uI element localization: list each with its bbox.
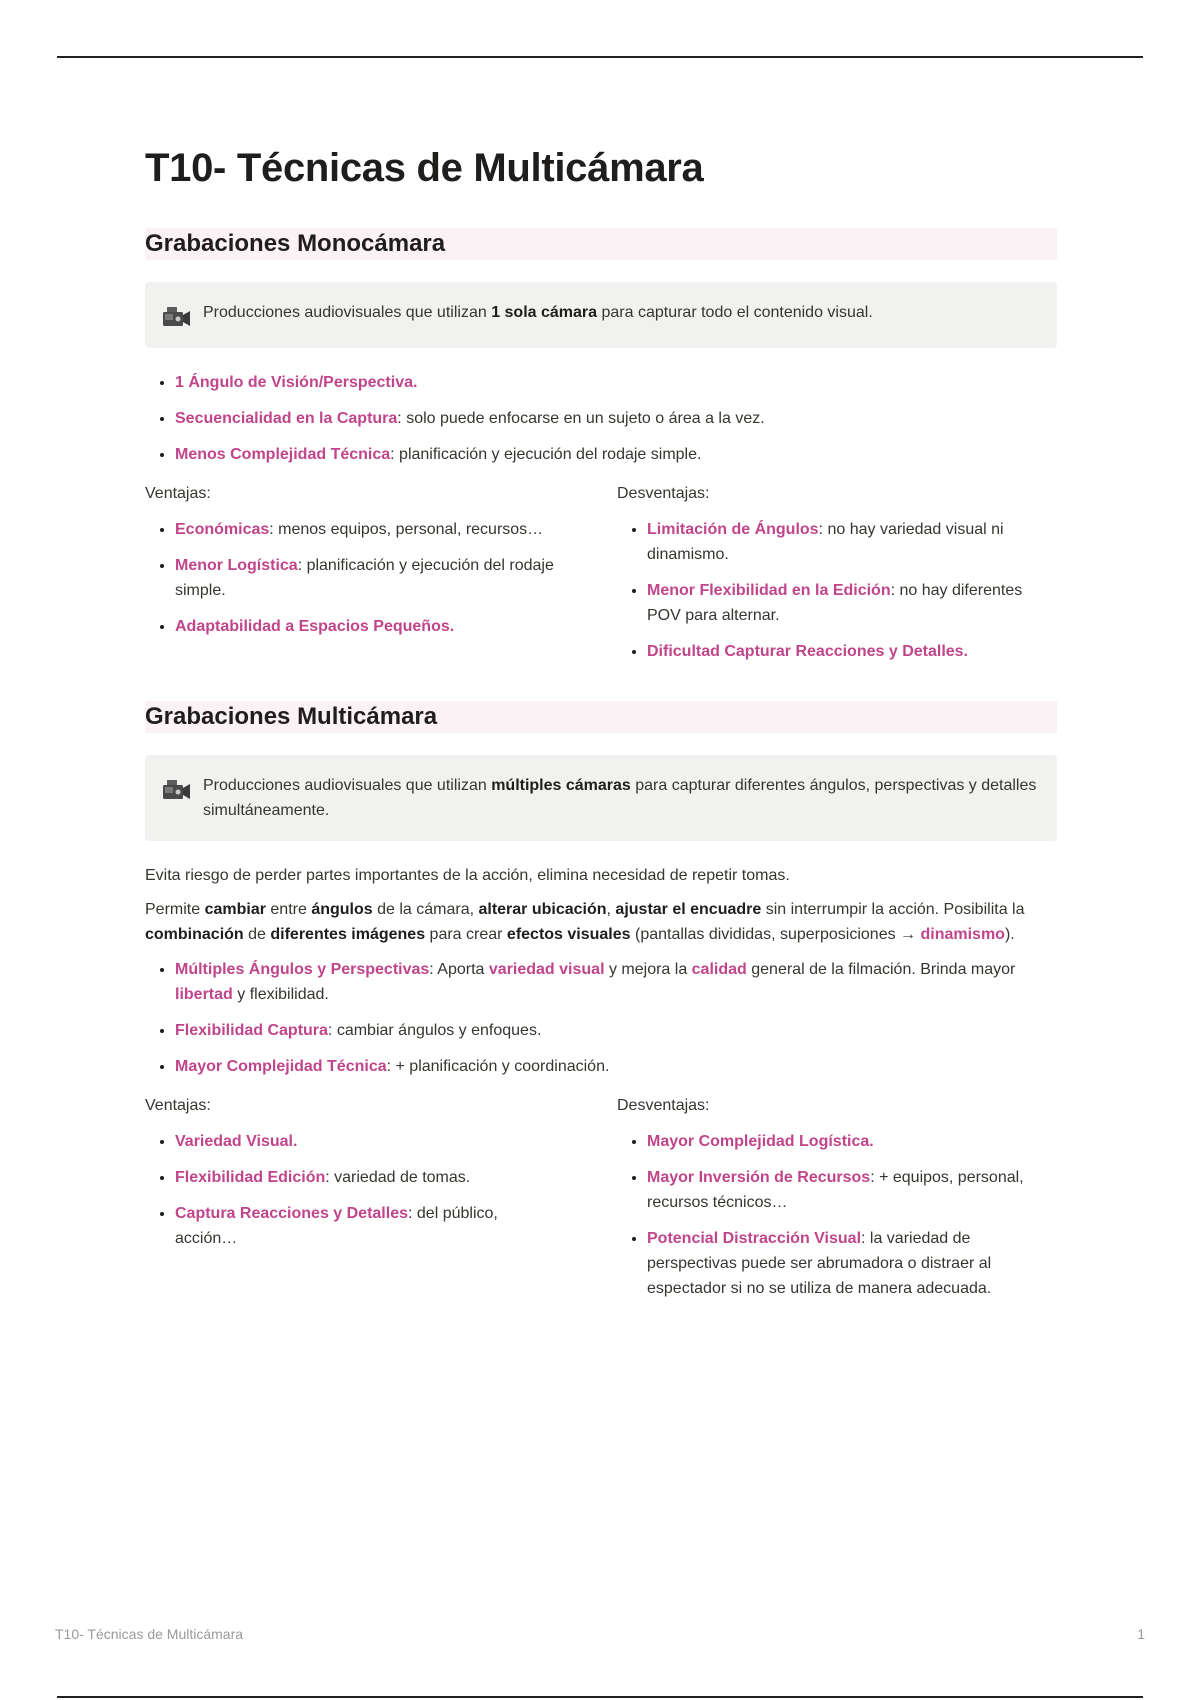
top-rule [57, 56, 1143, 58]
section-heading-mono: Grabaciones Monocámara [145, 228, 1057, 260]
multi-ventajas-list [145, 1129, 617, 1251]
multi-ventajas-column [145, 1093, 617, 1312]
callout-mono [145, 282, 1057, 348]
mono-ventajas-list [145, 517, 617, 639]
list-item: • Secuencialidad en la Captura: solo puede enfocarse en un sujeto o área a la vez. [175, 406, 1057, 431]
multi-desventajas-list [617, 1129, 1057, 1301]
mono-pros-cons [145, 481, 1057, 675]
multi-pros-cons [145, 1093, 1057, 1312]
callout-multi [145, 755, 1057, 841]
list-item: • Potencial Distracción Visual: la variedad de perspectivas puede ser abrumadora o distraer al espectador si no se utiliza de manera adecuada. [647, 1226, 1057, 1301]
video-camera-icon [161, 304, 191, 330]
video-camera-icon [161, 777, 191, 803]
bottom-rule [57, 1696, 1143, 1698]
list-item: • Menor Flexibilidad en la Edición: no hay diferentes POV para alternar. [647, 578, 1057, 628]
list-item: • Dificultad Capturar Reacciones y Detalles. [647, 639, 1057, 664]
list-item: • Múltiples Ángulos y Perspectivas: Aporta variedad visual y mejora la calidad general de la filmación. Brinda mayor libertad y flexibilidad. [175, 957, 1057, 1007]
mono-feature-list [145, 370, 1057, 467]
multi-paragraph-1: Evita riesgo de perder partes importantes de la acción, elimina necesidad de repetir tomas. [145, 867, 790, 884]
list-item: • Menos Complejidad Técnica: planificación y ejecución del rodaje simple. [175, 442, 1057, 467]
section-heading-multi: Grabaciones Multicámara [145, 701, 1057, 733]
page-title: T10- Técnicas de Multicámara [145, 146, 704, 190]
callout-multi-text: Producciones audiovisuales que utilizan múltiples cámaras para capturar diferentes ángulos, perspectivas y detalles simultáneamente. [203, 777, 1037, 819]
desventajas-label: Desventajas: [617, 485, 710, 502]
list-item: • Limitación de Ángulos: no hay variedad visual ni dinamismo. [647, 517, 1057, 567]
list-item: • Económicas: menos equipos, personal, recursos… [175, 517, 587, 542]
list-item: • Mayor Complejidad Logística. [647, 1129, 1057, 1154]
ventajas-label: Ventajas: [145, 1097, 211, 1114]
callout-mono-text: Producciones audiovisuales que utilizan 1 sola cámara para capturar todo el contenido visual. [203, 304, 873, 321]
list-item: • Mayor Complejidad Técnica: + planificación y coordinación. [175, 1054, 1057, 1079]
desventajas-label: Desventajas: [617, 1097, 710, 1114]
footer-page-number: 1 [1137, 1626, 1145, 1642]
multi-paragraph-2: Permite cambiar entre ángulos de la cámara, alterar ubicación, ajustar el encuadre sin interrumpir la acción. Posibilita la combinación de diferentes imágenes para crear efectos visuales (pantallas divididas, superposiciones → dinamismo). [145, 901, 1025, 943]
mono-ventajas-column [145, 481, 617, 675]
list-item: • Flexibilidad Edición: variedad de tomas. [175, 1165, 507, 1190]
list-item: • Captura Reacciones y Detalles: del público, acción… [175, 1201, 507, 1251]
list-item: • 1 Ángulo de Visión/Perspectiva. [175, 370, 1057, 395]
mono-desventajas-list [617, 517, 1057, 664]
multi-feature-list [145, 957, 1057, 1079]
list-item: • Flexibilidad Captura: cambiar ángulos y enfoques. [175, 1018, 1057, 1043]
list-item: • Adaptabilidad a Espacios Pequeños. [175, 614, 587, 639]
list-item: • Menor Logística: planificación y ejecución del rodaje simple. [175, 553, 587, 603]
mono-desventajas-column [617, 481, 1057, 675]
list-item: • Mayor Inversión de Recursos: + equipos, personal, recursos técnicos… [647, 1165, 1057, 1215]
ventajas-label: Ventajas: [145, 485, 211, 502]
list-item: • Variedad Visual. [175, 1129, 507, 1154]
footer-doc-title: T10- Técnicas de Multicámara [55, 1626, 244, 1642]
page-content [145, 140, 1057, 1312]
multi-desventajas-column [617, 1093, 1057, 1312]
